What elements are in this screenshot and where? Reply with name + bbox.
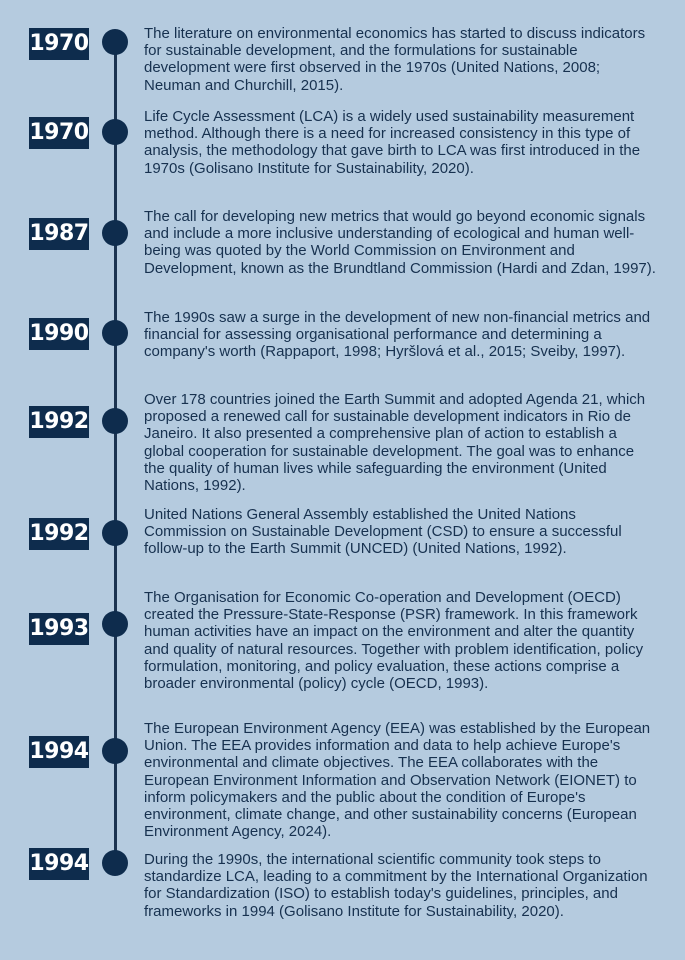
entry-description: The literature on environmental economics has started to discuss indicators for sustainable development, and the formulations for sustainable development were first observed in the 1970s (United Nations, 2008; Neuman and Churchill, 2015). [144,25,646,94]
timeline-dot [102,520,128,546]
entry-description: The 1990s saw a surge in the development of new non-financial metrics and financial for assessing organisational performance and determining a company's worth (Rappaport, 1998; Hyršlová et al., 2015; Sveiby, 1997). [144,309,651,361]
timeline-dot [102,738,128,764]
entry-description: Life Cycle Assessment (LCA) is a widely used sustainability measurement method. Although there is a need for increased consistency in this type of analysis, the methodology that gave birth to LCA was first introduced in the 1970s (Golisano Institute for Sustainability, 2020). [144,108,641,177]
timeline-dot [102,220,128,246]
timeline-dot [102,850,128,876]
timeline-dot [102,320,128,346]
timeline-dot [102,611,128,637]
timeline-dot [102,408,128,434]
year-badge: 1987 [29,218,89,250]
entry-description: The Organisation for Economic Co-operation and Development (OECD) created the Pressure-State-Response (PSR) framework. In this framework human activities have an impact on the environment and alter the quantity and quality of natural resources. Together with problem identification, policy formulation, monitoring, and policy evaluation, these actions comprise a broader environmental (policy) cycle (OECD, 1993). [144,589,644,693]
year-badge: 1970 [29,117,89,149]
year-badge: 1970 [29,28,89,60]
year-badge: 1992 [29,518,89,550]
entry-description: The European Environment Agency (EEA) was established by the European Union. The EEA provides information and data to help achieve Europe's environmental and climate objectives. The EEA collaborates with the European Environment Information and Observation Network (EIONET) to inform policymakers and the public about the condition of Europe's environment, climate change, and other sustainability concerns (European Environment Agency, 2024). [144,720,651,841]
entry-description: Over 178 countries joined the Earth Summit and adopted Agenda 21, which proposed a renewed call for sustainable development indicators in Rio de Janeiro. It also presented a comprehensive plan of action to establish a global cooperation for sustainable development. The goal was to enhance the quality of human lives while safeguarding the environment (United Nations, 1992). [144,391,646,495]
entry-description: During the 1990s, the international scientific community took steps to standardize LCA, leading to a commitment by the International Organization for Standardization (ISO) to establish today's guidelines, principles, and frameworks in 1994 (Golisano Institute for Sustainability, 2020). [144,851,648,920]
timeline-dot [102,119,128,145]
year-badge: 1990 [29,318,89,350]
year-badge: 1992 [29,406,89,438]
entry-description: The call for developing new metrics that would go beyond economic signals and include a more inclusive understanding of ecological and human well-being was quoted by the World Commission on Environment and Development, known as the Brundtland Commission (Hardi and Zdan, 1997). [144,208,656,277]
year-badge: 1993 [29,613,89,645]
entry-description: United Nations General Assembly established the United Nations Commission on Sustainable Development (CSD) to ensure a successful follow-up to the Earth Summit (UNCED) (United Nations, 1992). [144,506,622,558]
year-badge: 1994 [29,848,89,880]
year-badge: 1994 [29,736,89,768]
timeline-dot [102,29,128,55]
